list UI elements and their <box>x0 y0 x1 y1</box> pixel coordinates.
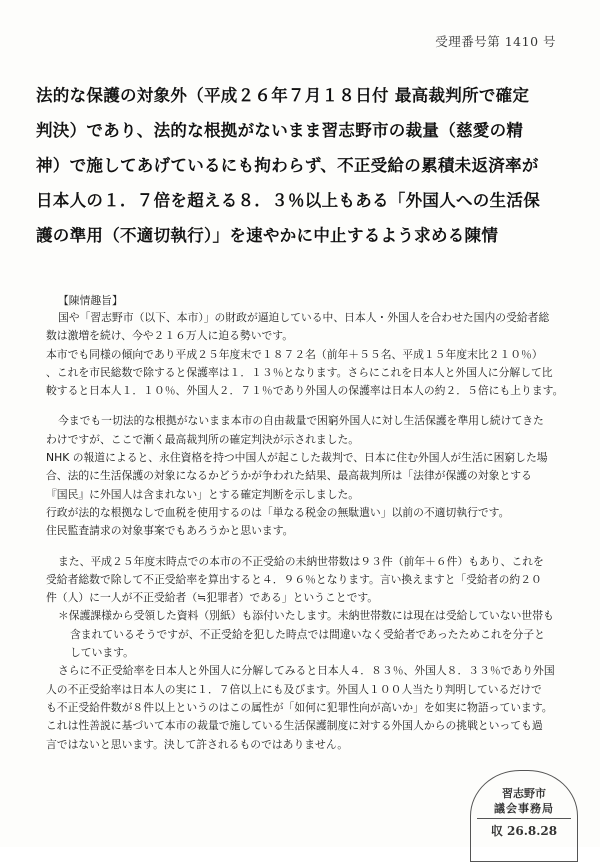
paragraph-line: 含まれているそうですが、不正受給を犯した時点では間違いなく受給者であったためこれを分子と <box>70 627 545 641</box>
paragraph-line: 合、法的に生活保護の対象になるかどうかが争われた結果、最高裁判所は「法律が保護の対象とする <box>46 469 532 483</box>
paragraph-line: これは性善説に基づいて本市の裁量で施している生活保護制度に対する外国人からの挑戦といっても過 <box>46 719 543 733</box>
paragraph-line: 人の不正受給率は日本人の実に１．７倍以上にも及びます。外国人１００人当たり判明しているだけで <box>46 682 542 696</box>
paragraph-line: NHK の報道によると、永住資格を持つ中国人が起こした裁判で、日本に住む外国人が生活に困窮した場 <box>46 451 548 465</box>
paragraph-line: 言ではないと思います。決して許されるものではありません。 <box>46 737 349 751</box>
paragraph-line: 国や「習志野市（以下、本市）」の財政が逼迫している中、日本人・外国人を合わせた国内の受給者総 <box>58 311 550 324</box>
stamp-line: 議会事務局 <box>494 802 554 815</box>
paragraph-line: 件（人）に一人が不正受給者（≒犯罪者）である」ということです。 <box>46 591 379 605</box>
paragraph-line: 本市でも同様の傾向であり平成２５年度末で１８７２名（前年＋５５名、平成１５年度末比２１０％） <box>46 347 543 361</box>
paragraph-line: また、平成２５年度末時点での本市の不正受給の未納世帯数は９３件（前年＋６件）もあり、これを <box>58 554 544 568</box>
paragraph-line: 『国民』に外国人は含まれない」とする確定判断を示しました。 <box>46 487 360 501</box>
paragraph-line: しています。 <box>70 646 134 660</box>
paragraph <box>46 553 554 754</box>
paragraph-line: さらに不正受給率を日本人と外国人に分解してみると日本人４．８３％、外国人８．３３％であり外国 <box>58 664 555 678</box>
paragraph <box>46 309 564 400</box>
stamp-divider <box>477 818 571 819</box>
paragraph-line: わけですが、ここで漸く最高裁判所の確定判決が示されました。 <box>46 432 360 446</box>
title-line: 護の準用（不適切執行）」を速やかに中止するよう求める陳情 <box>36 226 499 245</box>
paragraph-line: 数は激増を続け、今や２１６万人に迫る勢いです。 <box>46 329 294 343</box>
stamp-line: 習志野市 <box>502 787 546 800</box>
paragraph-line: 受給者総数で除して不正受給率を算出すると４．９６％となります。言い換えますと「受給者の約２０ <box>46 572 542 586</box>
paragraph-line: 、これを市民総数で除すると保護率は１．１３％となります。さらにこれを日本人と外国人に分解して比 <box>46 365 553 379</box>
stamp-date: 収 26.8.28 <box>490 824 558 838</box>
paragraph-line: 行政が法的な根拠なしで血税を使用するのは「単なる税金の無駄遣い」以前の不適切執行です。 <box>46 505 510 519</box>
paragraph-line: ＊保護課様から受領した資料（別紙）も添付いたします。未納世帯数には現在は受給していない世帯も <box>58 609 554 623</box>
petition-title <box>36 78 571 253</box>
title-line: 判決）であり、法的な根拠がないまま習志野市の裁量（慈愛の精 <box>36 121 524 140</box>
paragraph-line: も不正受給件数が８件以上というのはこの属性が「如何に犯罪性向が高いか」を如実に物語っています。 <box>46 700 553 714</box>
receipt-number: 受理番号第 1410 号 <box>435 34 556 49</box>
section-heading: 【陳情趣旨】 <box>58 294 123 307</box>
paragraph <box>46 412 554 540</box>
paragraph-line: 住民監査請求の対象事案でもあろうかと思います。 <box>46 524 294 538</box>
paragraph-line: 今までも一切法的な根拠がないまま本市の自由裁量で困窮外国人に対し生活保護を準用し続けてきた <box>58 414 544 428</box>
title-line: 法的な保護の対象外（平成２６年７月１８日付 最高裁判所で確定 <box>36 86 530 105</box>
petition-body <box>46 309 564 766</box>
receipt-stamp <box>470 770 578 862</box>
paragraph-line: 較すると日本人１．１０％、外国人２．７１％であり外国人の保護率は日本人の約２．５倍にも上ります。 <box>46 384 564 398</box>
title-line: 日本人の１．７倍を超える８．３％以上もある「外国人への生活保 <box>36 191 540 210</box>
title-line: 神）で施してあげているにも拘わらず、不正受給の累積未返済率が <box>36 156 539 175</box>
